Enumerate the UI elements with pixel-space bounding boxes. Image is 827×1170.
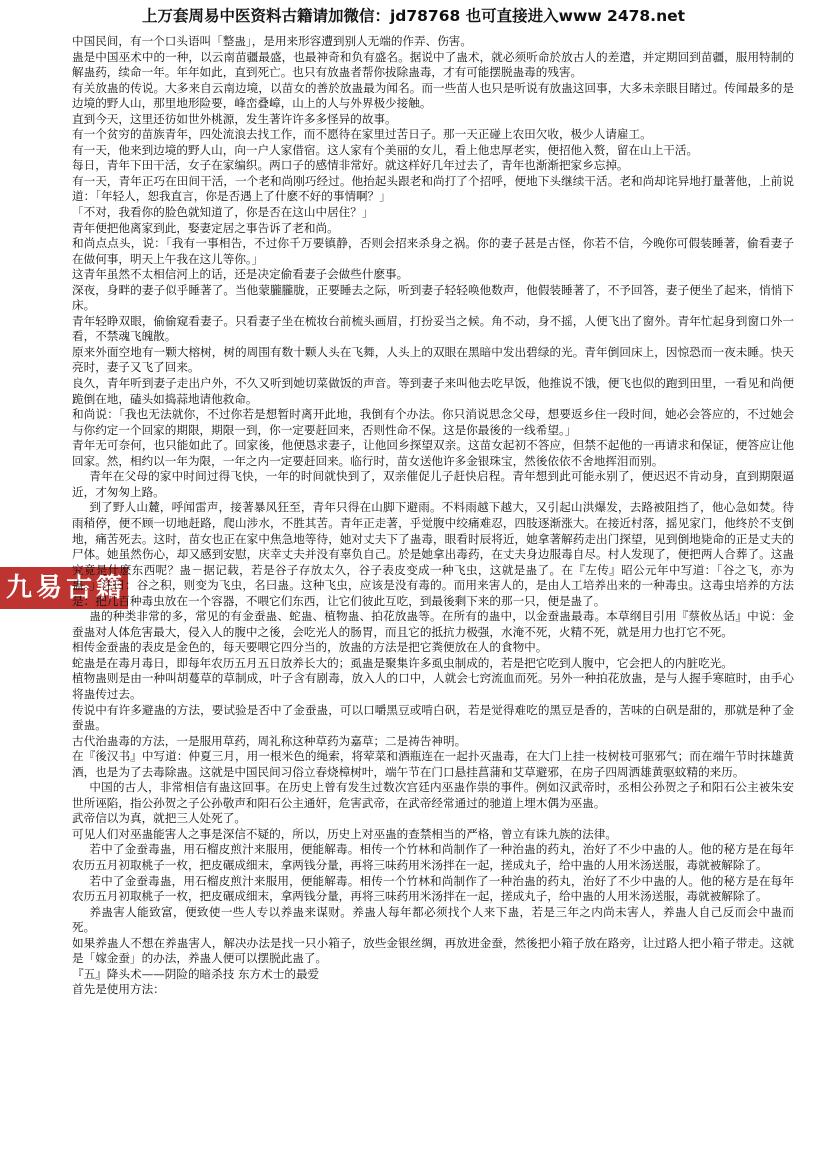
paragraph: 有关放蛊的传说。大多来自云南边境，以苗女的善於放蛊最为闻名。而一些苗人也只是听说有放蛊这回事，大多未亲眼目睹过。传闻最多的是边境的野人山，那里地形险要，峰峦叠嶂，山上的人与外界极少接触。 — [72, 80, 794, 111]
paragraph: 可见人们对巫蛊能害人之事是深信不疑的，所以，历史上对巫蛊的查禁相当的严格，曾立有诛九族的法律。 — [72, 826, 617, 841]
page-header-banner: 上万套周易中医资料古籍请加微信：jd78768 也可直接进入www 2478.net — [141, 7, 686, 25]
paragraph: 养蛊害人能致富，便致使一些人专以养蛊来谋财。养蛊人每年都必须找个人来下蛊，若是三年之内尚未害人，养蛊人自己反而会中蛊而死。 — [72, 904, 794, 935]
paragraph: 中国民间，有一个口头语叫「整蛊」，是用来形容遭到别人无端的作弄、伤害。 — [72, 34, 472, 48]
paragraph: 如果养蛊人不想在养蛊害人，解决办法是找一只小箱子，放些金银丝绸，再放进金蚕，然後把小箱子放在路旁，让过路人把小箱子带走。这就是「嫁金蚕」的办法，养蛊人便可以摆脱此蛊了。 — [72, 935, 794, 966]
paragraph: 良久，青年听到妻子走出户外，不久又听到她切菜做饭的声音。等到妻子来叫他去吃早饭，他推说不饿，便飞也似的跑到田里，一看见和尚便跪倒在地，磕头如捣蒜地请他救命。 — [72, 376, 794, 406]
paragraph: 蛇蛊是在毒月毒日，即每年农历五月五日放养长大的；虱蛊是聚集许多虱虫制成的，若是把它吃到人腹中，它会把人的内脏吃光。 — [72, 655, 733, 670]
paragraph: 有一个贫穷的苗族青年，四处流浪去找工作，而不愿待在家里过苦日子。那一天正碰上农田欠收，极少人请雇工。 — [72, 127, 652, 142]
paragraph: 深夜，身畔的妻子似乎睡著了。当他蒙朧朧胧，正要睡去之际，听到妻子轻轻唤他数声，他假装睡著了，不予回答，妻子便坐了起来，悄悄下床。 — [72, 282, 794, 313]
paragraph: 直到今天，这里还彷如世外桃源，发生著许许多多怪异的故事。 — [72, 111, 397, 126]
document-body — [72, 34, 794, 998]
paragraph: 若中了金蚕毒蛊，用石榴皮煎汁来服用，便能解毒。相传一个竹林和尚制作了一种治蛊的药丸，治好了不少中蛊的人。他的秘方是在每年农历五月初取桃子一枚，把皮碾成细末，拿两钱分量，再将三味药用米汤拌在一起，搓成丸子，给中蛊的人用米汤送服，毒就被解除了。 — [72, 873, 794, 904]
site-watermark-logo: 九易古籍网 — [0, 567, 128, 609]
paragraph: 若中了金蚕毒蛊，用石榴皮煎汁来服用，便能解毒。相传一个竹林和尚制作了一种治蛊的药丸，治好了不少中蛊的人。他的秘方是在每年农历五月初取桃子一枚，把皮碾成细末，拿两钱分量，再将三味药用米汤拌在一起，搓成丸子，给中蛊的人用米汤送服，毒就被解除了。 — [72, 842, 794, 872]
paragraph: 青年在父母的家中时间过得飞快，一年的时间就快到了，双亲催促儿子赶快启程。青年想到此可能永别了，便迟迟不肯动身，直到期限逼近，才匆匆上路。 — [72, 469, 794, 499]
paragraph: 相传金蚕蛊的表皮是金色的，每天要喂它四分当的，放蛊的方法是把它粪便放在人的食物中。 — [72, 640, 548, 655]
paragraph: 「不对，我看你的脸色就知道了，你是否在这山中居住？」 — [72, 205, 374, 220]
paragraph: 这青年虽然不太相信河上的话，还是决定偷看妻子会做些什麽事。 — [72, 267, 409, 282]
paragraph: 到了野人山麓，呼闻雷声，接著暴风狂至，青年只得在山脚下避雨。不料雨越下越大，又引起山洪爆发，去路被阻挡了，他心急如焚。待雨稍停，便不顾一切地赶路，爬山涉水，不胜其苦。青年正走著，乎觉腹中绞痛难忍，四肢逐渐涨大。在接近村落，摇见家门，他终於不支倒地，痛苦死去。这时，苗女也正在家中焦急地等待，她对丈夫下了蛊毒，眼看时辰将近，她拿著解药走出门探望，见到倒地毙命的正是丈夫的尸体。她虽然伤心，却又感到安慰，庆幸丈夫并没有辜负自己。於是她拿出毒药，在丈夫身边服毒自尽。村人发现了，便把两人合葬了。这蛊究竟是什麽东西呢？蛊－据记载，若是谷子存放太久，谷子表皮变成一种飞虫，这就是蛊了。在『左传』昭公元年中写道：「谷之飞，亦为蛊。」注曰：谷之积，则变为飞虫，名曰蛊。这种飞虫，应该是没有毒的。而用来害人的，是由人工培养出来的一种毒虫。这毒虫培养的方法是：把几百种毒虫放在一个容器，不喂它们东西，让它们彼此互吃，到最後剩下来的那一只，便是蛊了。 — [72, 500, 794, 608]
paragraph: 蛊的种类非常的多，常见的有金蚕蛊、蛇蛊、植物蛊、拍花放蛊等。在所有的蛊中，以金蚕蛊最毒。本草纲目引用『蔡攸丛话』中说：金蚕蛊对人体危害最大，侵入人的腹中之後，会吃光人的肠胃，而且它的抵抗力极强，水淹不死，火精不死，就是用力也打它不死。 — [72, 609, 794, 639]
paragraph: 和尚说：「我也无法就你，不过你若是想暂时离开此地，我倒有个办法。你只消说思念父母，想要返乡住一段时间，她必会答应的，不过她会与你约定一个回家的期限，期限一到，你一定要赶回来，否则性命不保。这是你最後的一线希望。」 — [72, 407, 794, 437]
paragraph: 有一天，青年正巧在田间干活，一个老和尚刚巧经过。他抬起头跟老和尚打了个招呼，便地下头继续干活。老和尚却诧异地打量著他，上前说道：「年轻人，恕我直言，你是否遇上了什麽不好的事情啊？」 — [72, 173, 794, 204]
paragraph: 有一天，他来到边境的野人山，向一户人家借宿。这人家有个美丽的女儿，看上他忠厚老实，便招他入赘，留在山上干活。 — [72, 142, 699, 157]
paragraph: 青年轻睁双眼，偷偷窥看妻子。只看妻子坐在梳妆台前梳头画眉，打扮妥当之候。角不动，身不摇，人便飞出了窗外。青年忙起身到窗口外一看，不禁魂飞魄散。 — [72, 313, 794, 344]
paragraph: 武帝信以为真，就把三人处死了。 — [72, 811, 246, 826]
paragraph: 蛊是中国巫术中的一种，以云南苗疆最盛，也最神奇和负有盛名。据说中了蛊术，就必须听命於放古人的差遣，并定期回到苗疆，服用特制的解蛊药，续命一年。年年如此，直到死亡。也只有放蛊者帮你拔除蛊毒，才有可能摆脱蛊毒的残害。 — [72, 49, 794, 80]
paragraph: 原来外面空地有一颗大榕树，树的周围有数十颗人头在飞舞，人头上的双眼在黑暗中发出碧绿的光。青年倒回床上，因惊恐而一夜未睡。快天亮时，妻子又飞了回来。 — [72, 344, 794, 375]
paragraph: 中国的古人，非常相信有蛊这回事。在历史上曾有发生过数次宫廷内巫蛊作祟的事件。例如汉武帝时，丞相公孙贺之子和阳石公主被朱安世所诬陷，指公孙贺之子公孙敬声和阳石公主通奸，危害武帝，在武帝经常通过的驰道上埋木偶为巫蛊。 — [72, 780, 794, 810]
paragraph: 和尚点点头，说：「我有一事相告，不过你千万要镇静，否则会招来杀身之祸。你的妻子甚是古怪，你若不信，今晚你可假装睡著，偷看妻子在做何事，明天上午我在这儿等你。」 — [72, 236, 794, 266]
paragraph: 首先是使用方法： — [72, 982, 165, 997]
paragraph: 『五』降头术——阴险的暗杀技 东方术士的最爱 — [72, 966, 320, 981]
paragraph: 在『後汉书』中写道：仲夏三月，用一根米色的绳索，将荤菜和酒瓶连在一起扑灭蛊毒，在大门上挂一枝树枝可驱邪气；而在端午节时抹雄黄酒，也是为了去毒除蛊。这就是中国民间习俗立春烧樟树叶，端午节在门口悬挂菖蒲和艾草避邪，在房子四周洒雄黄驱蚊精的来历。 — [72, 749, 794, 779]
paragraph: 植物蛊则是由一种叫胡蔓草的草制成，叶子含有剧毒，放入人的口中，人就会七窍流血而死。另外一种拍花放蛊，是与人握手寒暄时，由手心将蛊传过去。 — [72, 671, 794, 701]
paragraph: 传说中有许多避蛊的方法，要试验是否中了金蚕蛊，可以口嚼黑豆或啃白矾，若是觉得难吃的黑豆是香的，苦味的白矾是甜的，那就是种了金蚕蛊。 — [72, 702, 794, 733]
paragraph: 青年无可奈何，也只能如此了。回家後，他便恳求妻子，让他回乡探望双亲。这苗女起初不答应，但禁不起他的一再请求和保证，便答应让他回家。然，相约以一年为限，一年之内一定要赶回来。临行时，苗女送他许多金银珠宝，然後依依不舍地挥泪而别。 — [72, 438, 794, 468]
paragraph: 青年便把他离家到此，娶妻定居之事告诉了老和尚。 — [72, 220, 339, 235]
paragraph: 古代治蛊毒的方法，一是服用草药，周礼称这种草药为嘉草；二是祷告神明。 — [72, 733, 467, 748]
paragraph: 每日，青年下田干活，女子在家编织。两口子的感情非常好。就这样好几年过去了，青年也渐渐把家乡忘掉。 — [72, 158, 629, 173]
